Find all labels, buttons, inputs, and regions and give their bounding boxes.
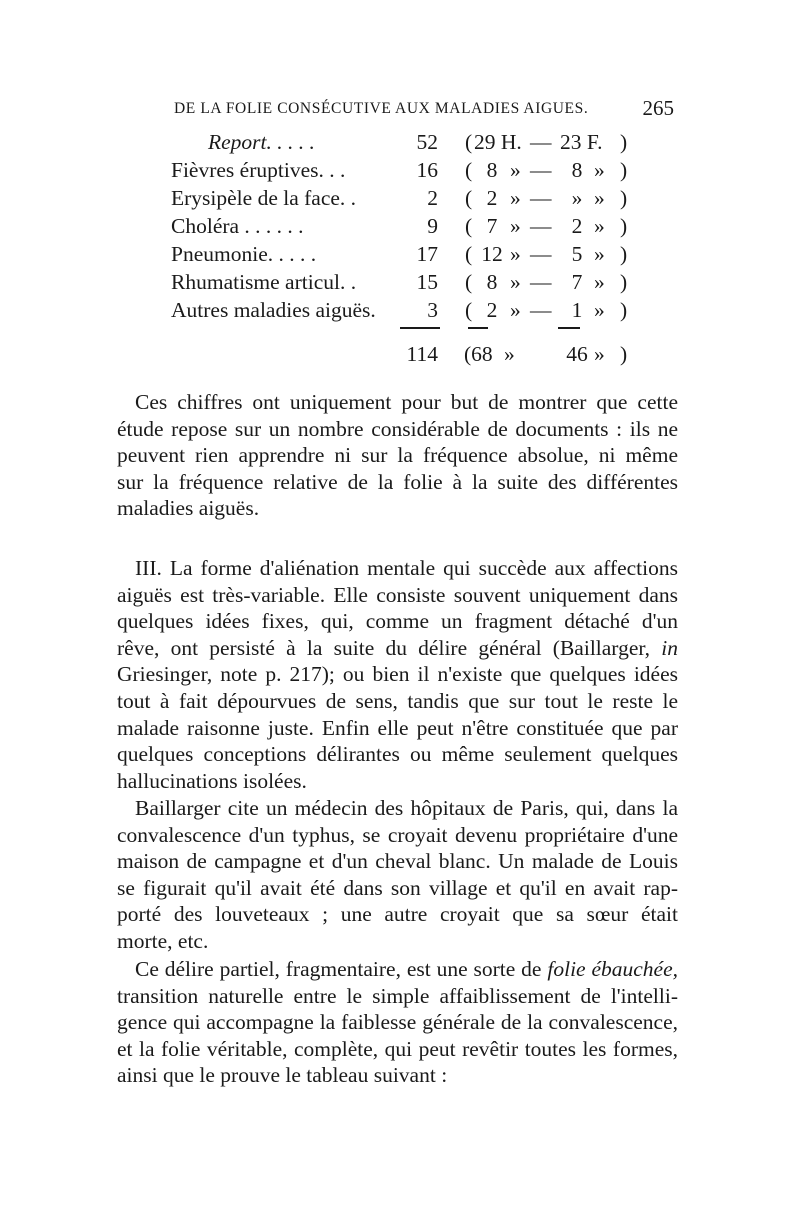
row-women: 1 — [571, 298, 583, 322]
grand-total: 114 — [406, 342, 438, 366]
italic-phrase: folie ébauchée, — [547, 957, 679, 981]
row-women: » — [571, 186, 583, 210]
open-paren: ( — [465, 298, 473, 322]
open-paren: ( — [465, 130, 473, 154]
paragraph — [117, 795, 678, 955]
row-label: Choléra . . . . . . — [171, 214, 304, 238]
row-total: 9 — [427, 214, 438, 238]
text-line: transition naturelle entre le simple affaiblissement de l'intelli- — [117, 983, 678, 1008]
close-paren: ) — [620, 298, 628, 322]
ditto-mark: » — [504, 342, 515, 366]
row-label: Fièvres éruptives. . . — [171, 158, 346, 182]
sum-rule — [468, 327, 488, 329]
text-line: sur la fréquence relative de la folie à la suite des différentes — [117, 469, 678, 494]
text-line: convalescence d'un typhus, se croyait devenu propriétaire d'une — [117, 822, 678, 847]
row-total: 16 — [416, 158, 438, 182]
text-line: III. La forme d'aliénation mentale qui succède aux affections — [135, 556, 678, 580]
close-paren: ) — [620, 270, 628, 294]
text-line: quelques idées fixes, qui, comme un fragment détaché d'un — [117, 609, 678, 634]
table-row — [0, 296, 800, 324]
text-segment: Ce délire partiel, fragmentaire, est une sorte de — [135, 957, 542, 981]
ditto-mark: » — [594, 214, 605, 238]
close-paren: ) — [620, 214, 628, 238]
ditto-mark: » — [594, 158, 605, 182]
row-total: 2 — [427, 186, 438, 210]
ditto-mark: » — [594, 242, 605, 266]
row-total: 15 — [416, 270, 438, 294]
ditto-mark: » — [510, 186, 521, 210]
text-line: et la folie véritable, complète, qui peut revêtir toutes les formes, — [117, 1036, 678, 1061]
text-line: hallucinations isolées. — [117, 768, 307, 793]
close-paren: ) — [620, 242, 628, 266]
dash: — — [530, 298, 552, 322]
row-total: 17 — [416, 242, 438, 266]
ditto-mark: » — [594, 298, 605, 322]
row-women: 7 — [571, 270, 583, 294]
open-paren: ( — [465, 158, 473, 182]
ditto-mark: » — [594, 186, 605, 210]
paragraph — [117, 389, 678, 522]
row-label: Pneumonie. . . . . — [171, 242, 317, 266]
text-line: étude repose sur un nombre considérable de documents : ils ne — [117, 416, 678, 441]
close-paren: ) — [620, 158, 628, 182]
total-men: (68 — [464, 342, 493, 366]
row-label: Erysipèle de la face. . — [171, 186, 357, 210]
text-line: porté des louveteaux ; une autre croyait que sa sœur était — [117, 902, 678, 927]
table-row — [0, 268, 800, 296]
row-women: 8 — [571, 158, 583, 182]
open-paren: ( — [465, 270, 473, 294]
text-line: ainsi que le prouve le tableau suivant : — [117, 1063, 448, 1088]
table-row — [0, 212, 800, 240]
row-label: Rhumatisme articul. . — [171, 270, 357, 294]
close-paren: ) — [620, 186, 628, 210]
close-paren: ) — [620, 342, 628, 366]
dash: — — [530, 242, 552, 266]
ditto-mark: » — [510, 214, 521, 238]
row-women: 5 — [571, 242, 583, 266]
table-row — [0, 128, 800, 156]
text-line: maladies aiguës. — [117, 496, 260, 521]
row-women: 2 — [571, 214, 583, 238]
open-paren: ( — [465, 242, 473, 266]
total-women: 46 — [566, 342, 588, 366]
table-row — [0, 156, 800, 184]
text-line-with-italic — [117, 956, 678, 983]
close-paren: ) — [620, 130, 628, 154]
paragraph — [117, 956, 678, 1089]
text-line: Griesinger, note p. 217); ou bien il n'existe que quelques idées — [117, 662, 678, 687]
row-label: Report. . . . . — [208, 130, 315, 154]
italic-word: in — [661, 635, 678, 660]
running-head-title: DE LA FOLIE CONSÉCUTIVE AUX MALADIES AIGUES. — [174, 100, 589, 117]
text-line: Baillarger cite un médecin des hôpitaux de Paris, qui, dans la — [135, 796, 678, 820]
text-line-with-italic — [117, 635, 678, 662]
dash: — — [530, 130, 552, 154]
row-women: 23 F. — [560, 130, 603, 154]
dash: — — [530, 270, 552, 294]
row-total: 52 — [416, 130, 438, 154]
row-label: Autres maladies aiguës. — [171, 298, 376, 322]
page-number: 265 — [642, 96, 674, 120]
totals-row — [0, 340, 800, 368]
text-line: peuvent rien apprendre ni sur la fréquence absolue, ni même — [117, 443, 678, 468]
text-segment: rêve, ont persisté à la suite du délire général (Baillarger, — [117, 635, 651, 660]
text-line: morte, etc. — [117, 928, 209, 953]
open-paren: ( — [465, 214, 473, 238]
ditto-mark: » — [510, 158, 521, 182]
open-paren: ( — [465, 186, 473, 210]
ditto-mark: » — [510, 242, 521, 266]
row-total: 3 — [427, 298, 438, 322]
row-men: 29 H. — [474, 130, 522, 154]
table-row — [0, 240, 800, 268]
row-men: 7 — [486, 214, 498, 238]
ditto-mark: » — [594, 270, 605, 294]
text-line: gence qui accompagne la faiblesse générale de la convalescence, — [117, 1010, 678, 1035]
sum-rule — [400, 327, 440, 329]
row-men: 8 — [486, 158, 498, 182]
row-men: 12 — [481, 242, 503, 266]
row-men: 2 — [486, 298, 498, 322]
ditto-mark: » — [594, 342, 605, 366]
table-row — [0, 184, 800, 212]
dash: — — [530, 158, 552, 182]
text-line: quelques conceptions délirantes ou même seulement quelques — [117, 742, 678, 767]
dash: — — [530, 186, 552, 210]
sum-rule — [558, 327, 580, 329]
text-line: se figurait qu'il avait été dans son village et qu'il en avait rap- — [117, 875, 678, 900]
dash: — — [530, 214, 552, 238]
text-line: maison de campagne et d'un cheval blanc. Un malade de Louis — [117, 849, 678, 874]
text-line: aiguës est très-variable. Elle consiste souvent uniquement dans — [117, 582, 678, 607]
row-men: 8 — [486, 270, 498, 294]
text-line: Ces chiffres ont uniquement pour but de montrer que cette — [135, 390, 678, 414]
paragraph — [117, 555, 678, 794]
ditto-mark: » — [510, 298, 521, 322]
text-line: tout à fait dépourvues de sens, tandis que sur tout le reste le — [117, 688, 678, 713]
row-men: 2 — [486, 186, 498, 210]
ditto-mark: » — [510, 270, 521, 294]
text-line: malade raisonne juste. Enfin elle peut n'être constituée que par — [117, 715, 678, 740]
